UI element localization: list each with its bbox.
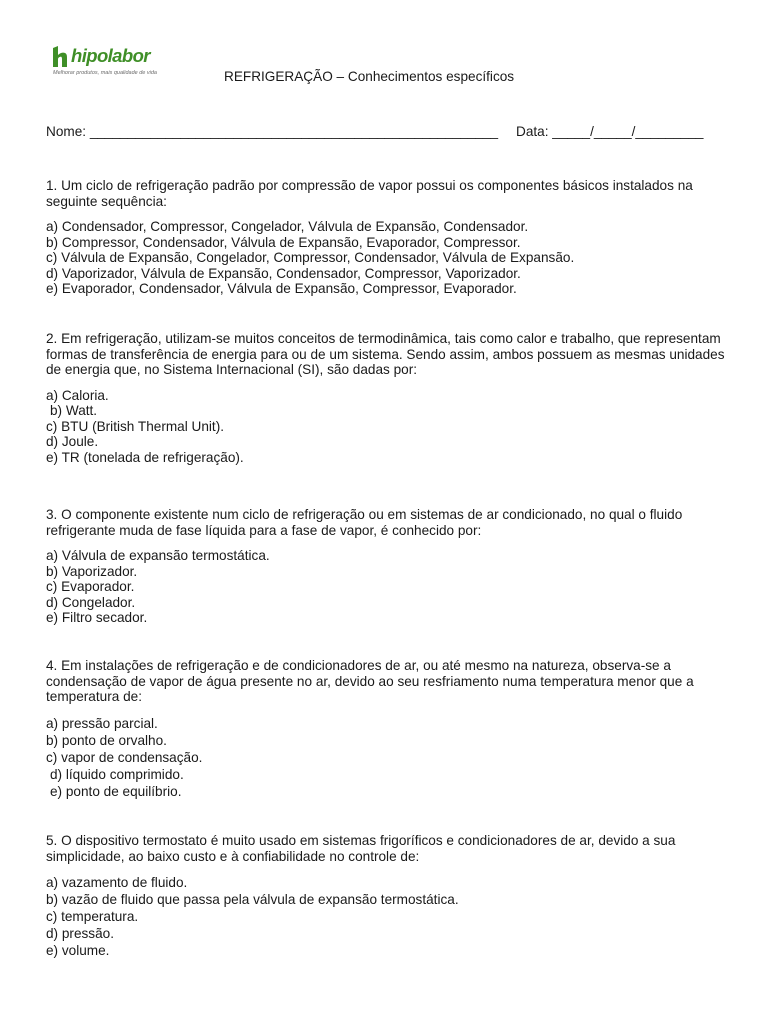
option-c[interactable]: c) BTU (British Thermal Unit). (46, 418, 224, 434)
option-b[interactable]: b) Compressor, Condensador, Válvula de Expansão, Evaporador, Compressor. (46, 234, 521, 250)
question-stem: 5. O dispositivo termostato é muito usado em sistemas frigoríficos e condicionadores de ar, devido a sua simplicidade, ao baixo custo e à confiabilidade no controle de: (46, 833, 676, 864)
question-5 (46, 833, 726, 959)
option-a[interactable]: a) vazamento de fluido. (46, 875, 188, 890)
option-b[interactable]: b) vazão de fluido que passa pela válvula de expansão termostática. (46, 892, 459, 907)
question-3 (46, 507, 726, 626)
logo-brand: hipolabor (71, 45, 150, 66)
hipolabor-h-icon (51, 45, 71, 69)
options-list (46, 548, 726, 626)
option-e[interactable]: e) volume. (46, 943, 110, 958)
date-field[interactable]: Data: _____/_____/_________ (516, 124, 704, 139)
option-a[interactable]: a) pressão parcial. (46, 715, 158, 731)
name-field[interactable]: Nome: ______________________________________________________ (46, 124, 499, 139)
option-c[interactable]: c) vapor de condensação. (46, 749, 203, 765)
option-e[interactable]: e) TR (tonelada de refrigeração). (46, 449, 244, 465)
option-d[interactable]: d) Congelador. (46, 594, 136, 610)
option-b[interactable]: b) Vaporizador. (46, 563, 138, 579)
page-title: REFRIGERAÇÃO – Conhecimentos específicos (224, 69, 515, 84)
option-e[interactable]: e) Filtro secador. (46, 610, 148, 625)
option-b[interactable]: b) ponto de orvalho. (46, 732, 167, 748)
option-d[interactable]: d) pressão. (46, 926, 115, 941)
question-stem: 2. Em refrigeração, utilizam-se muitos conceitos de termodinâmica, tais como calor e trabalho, que representam formas de transferência de energia para ou de um sistema. Sendo assim, ambos possuem as mesmas unidades de energia que, no Sistema Internacional (SI), são dadas por: (46, 331, 725, 377)
option-c[interactable]: c) Evaporador. (46, 579, 135, 594)
question-stem: 1. Um ciclo de refrigeração padrão por compressão de vapor possui os componentes básicos instalados na seguinte sequência: (46, 178, 693, 209)
option-e[interactable]: e) Evaporador, Condensador, Válvula de Expansão, Compressor, Evaporador. (46, 281, 517, 296)
options-list (46, 388, 726, 466)
option-e[interactable]: e) ponto de equilíbrio. (50, 783, 182, 799)
question-4 (46, 658, 726, 800)
option-a[interactable]: a) Válvula de expansão termostática. (46, 548, 270, 563)
option-d[interactable]: d) Vaporizador, Válvula de Expansão, Condensador, Compressor, Vaporizador. (46, 265, 521, 281)
options-list (46, 874, 726, 959)
hipolabor-logo (51, 44, 157, 84)
option-d[interactable]: d) líquido comprimido. (50, 766, 184, 782)
question-1 (46, 178, 726, 297)
option-a[interactable]: a) Condensador, Compressor, Congelador, Válvula de Expansão, Condensador. (46, 219, 529, 234)
question-stem: 4. Em instalações de refrigeração e de condicionadores de ar, ou até mesmo na natureza, observa-se a condensação de vapor de água presente no ar, devido ao seu resfriamento numa temperatura menor que a temperatura de: (46, 658, 694, 704)
option-c[interactable]: c) Válvula de Expansão, Congelador, Compressor, Condensador, Válvula de Expansão. (46, 250, 575, 265)
question-2 (46, 331, 726, 465)
options-list (46, 219, 726, 297)
option-b[interactable]: b) Watt. (50, 403, 98, 418)
option-d[interactable]: d) Joule. (46, 434, 99, 449)
logo-slogan: Melhorar produtos, mais qualidade de vida (53, 70, 157, 76)
option-c[interactable]: c) temperatura. (46, 909, 139, 924)
question-stem: 3. O componente existente num ciclo de refrigeração ou em sistemas de ar condicionado, no qual o fluido refrigerante muda de fase líquida para a fase de vapor, é conhecido por: (46, 507, 683, 538)
option-a[interactable]: a) Caloria. (46, 387, 109, 403)
options-list (46, 715, 726, 800)
